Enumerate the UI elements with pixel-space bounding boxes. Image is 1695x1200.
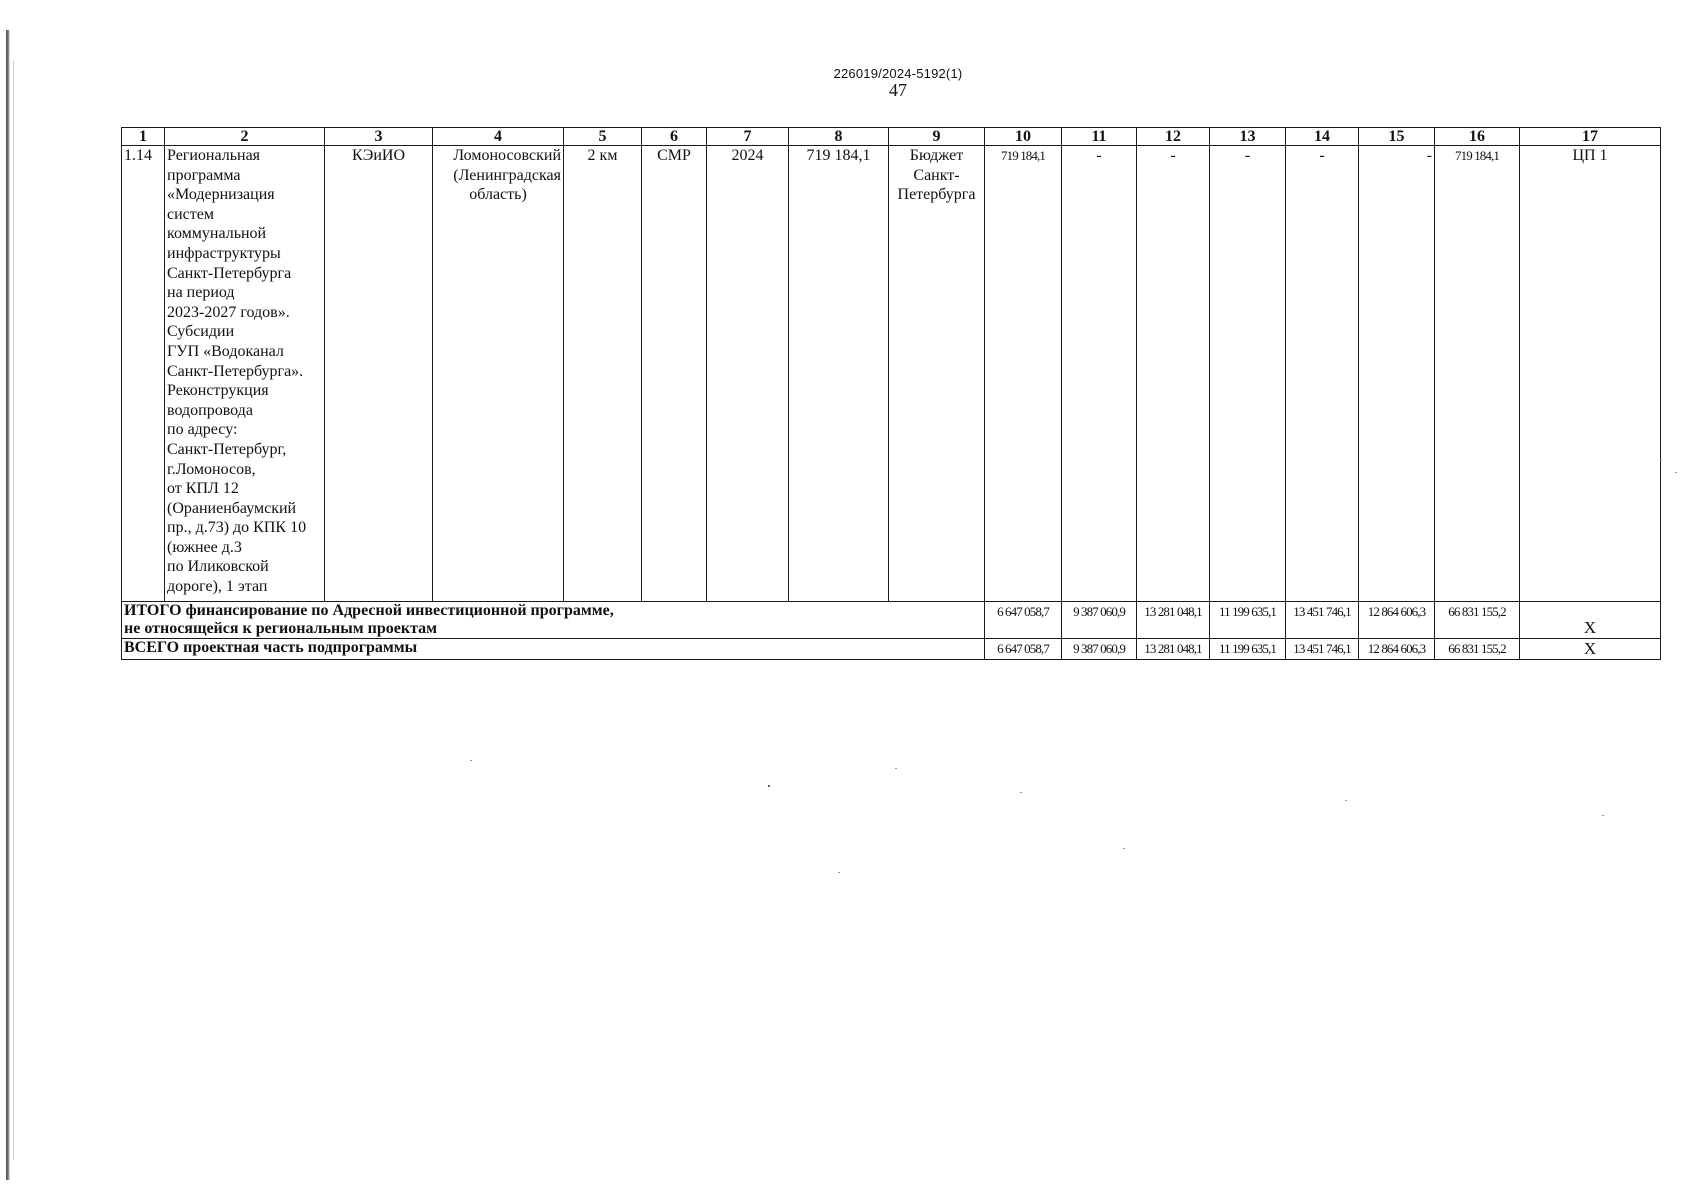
table-row (122, 146, 1661, 602)
object-name-line: Санкт-Петербурга (167, 264, 292, 282)
object-name-line: систем (167, 205, 214, 223)
object-name-line: по Иликовской (167, 558, 269, 576)
total-mark: X (1520, 639, 1661, 660)
object-name-line: Реконструкция (167, 382, 269, 400)
col-number: 14 (1286, 128, 1359, 146)
document-id: 226019/2024-5192(1) (833, 66, 963, 81)
value-cell-12: - (1137, 146, 1210, 602)
total-value: 13 281 048,1 (1137, 602, 1210, 639)
value-cell-11: - (1062, 146, 1137, 602)
total-value: 13 281 048,1 (1137, 639, 1210, 660)
col-number: 17 (1520, 128, 1661, 146)
object-name-line: дороге), 1 этап (167, 578, 268, 596)
col-number: 3 (325, 128, 433, 146)
row-number: 1.14 (122, 146, 165, 602)
total-value: 66 831 155,2 (1435, 602, 1520, 639)
funding-source-cell (889, 146, 985, 602)
scan-edge-line (13, 60, 14, 1160)
district-line: (Ленинградская (453, 166, 561, 184)
col-number: 9 (889, 128, 985, 146)
total-value: 66 831 155,2 (1435, 639, 1520, 660)
col-number: 16 (1435, 128, 1520, 146)
scan-speck (1675, 472, 1677, 473)
scan-edge-shadow (6, 30, 10, 1180)
column-number-row (122, 128, 1661, 146)
total-label-line: ИТОГО финансирование по Адресной инвестиционной программе, (124, 602, 614, 619)
object-name-line: (Ораниенбаумский (167, 499, 297, 517)
total-row-vsego (122, 639, 1661, 660)
total-value: 11 199 635,1 (1210, 602, 1286, 639)
total-label-cell (122, 639, 985, 660)
object-name-line: водопровода (167, 401, 253, 419)
investment-table (121, 127, 1661, 660)
object-name-cell (165, 146, 325, 602)
object-name-line: инфраструктуры (167, 244, 281, 262)
capacity-cell: 2 км (564, 146, 642, 602)
scan-speck (1602, 815, 1604, 816)
col-number: 10 (985, 128, 1062, 146)
scan-speck (1660, 460, 1662, 461)
col-number: 4 (433, 128, 564, 146)
object-name-line: «Модернизация (167, 186, 275, 204)
total-value: 12 864 606,3 (1359, 639, 1435, 660)
object-name-line: программа (167, 166, 241, 184)
funding-source-line: Бюджет (909, 147, 964, 164)
object-name-line: г.Ломоносов, (167, 460, 256, 478)
object-name-line: коммунальной (167, 225, 267, 243)
scan-speck (470, 760, 472, 761)
object-name-line: (южнее д.3 (167, 538, 242, 556)
col-number: 13 (1210, 128, 1286, 146)
scan-speck (1123, 848, 1125, 849)
total-value: 9 387 060,9 (1062, 639, 1137, 660)
object-name-line: пр., д.73) до КПК 10 (167, 519, 307, 537)
total-value: 12 864 606,3 (1359, 602, 1435, 639)
value-cell-13: - (1210, 146, 1286, 602)
object-name-line: от КПЛ 12 (167, 480, 239, 498)
col-number: 7 (707, 128, 789, 146)
object-name-line: 2023-2027 годов». (167, 303, 290, 321)
total-value: 6 647 058,7 (985, 639, 1062, 660)
scan-speck (768, 785, 770, 787)
value-cell-10: 719 184,1 (985, 146, 1062, 602)
value-cell-14: - (1286, 146, 1359, 602)
district-cell (433, 146, 564, 602)
total-value: 9 387 060,9 (1062, 602, 1137, 639)
col-number: 12 (1137, 128, 1210, 146)
object-name-line: Субсидии (167, 323, 235, 341)
scan-speck (1345, 800, 1347, 801)
funding-source-line: Петербурга (897, 186, 976, 204)
year-cell: 2024 (707, 146, 789, 602)
work-type-cell: СМР (642, 146, 707, 602)
district-line: Ломоносовский (453, 147, 561, 164)
district-line: область) (469, 186, 527, 204)
total-label-cell (122, 602, 985, 639)
col-number: 15 (1359, 128, 1435, 146)
total-value: 6 647 058,7 (985, 602, 1062, 639)
scan-speck (838, 872, 840, 873)
object-name-line: на период (167, 284, 235, 302)
object-name-line: Санкт-Петербурга». (167, 362, 304, 380)
total-value: 13 451 746,1 (1286, 602, 1359, 639)
total-value: 11 199 635,1 (1210, 639, 1286, 660)
col-number: 11 (1062, 128, 1137, 146)
object-name-line: Региональная (167, 147, 261, 164)
total-value: 13 451 746,1 (1286, 639, 1359, 660)
program-code-cell: ЦП 1 (1520, 146, 1661, 602)
value-cell-16: 719 184,1 (1435, 146, 1520, 602)
total-label-line: не относящейся к региональным проектам (124, 620, 438, 637)
funding-source-line: Санкт- (913, 166, 960, 184)
col-number: 6 (642, 128, 707, 146)
col-number: 8 (789, 128, 889, 146)
customer-cell: КЭиИО (325, 146, 433, 602)
col-number: 5 (564, 128, 642, 146)
total-label-line: ВСЕГО проектная часть подпрограммы (124, 639, 418, 656)
estimated-cost-cell: 719 184,1 (789, 146, 889, 602)
object-name-line: ГУП «Водоканал (167, 342, 284, 360)
value-cell-15: - (1359, 146, 1435, 602)
scan-speck (895, 768, 897, 769)
col-number: 2 (165, 128, 325, 146)
total-row-itogo (122, 602, 1661, 639)
scan-speck (1020, 792, 1022, 793)
total-mark: X (1520, 602, 1661, 639)
page-number: 47 (889, 80, 907, 100)
col-number: 1 (122, 128, 165, 146)
object-name-line: по адресу: (167, 421, 238, 439)
object-name-line: Санкт-Петербург, (167, 440, 287, 458)
